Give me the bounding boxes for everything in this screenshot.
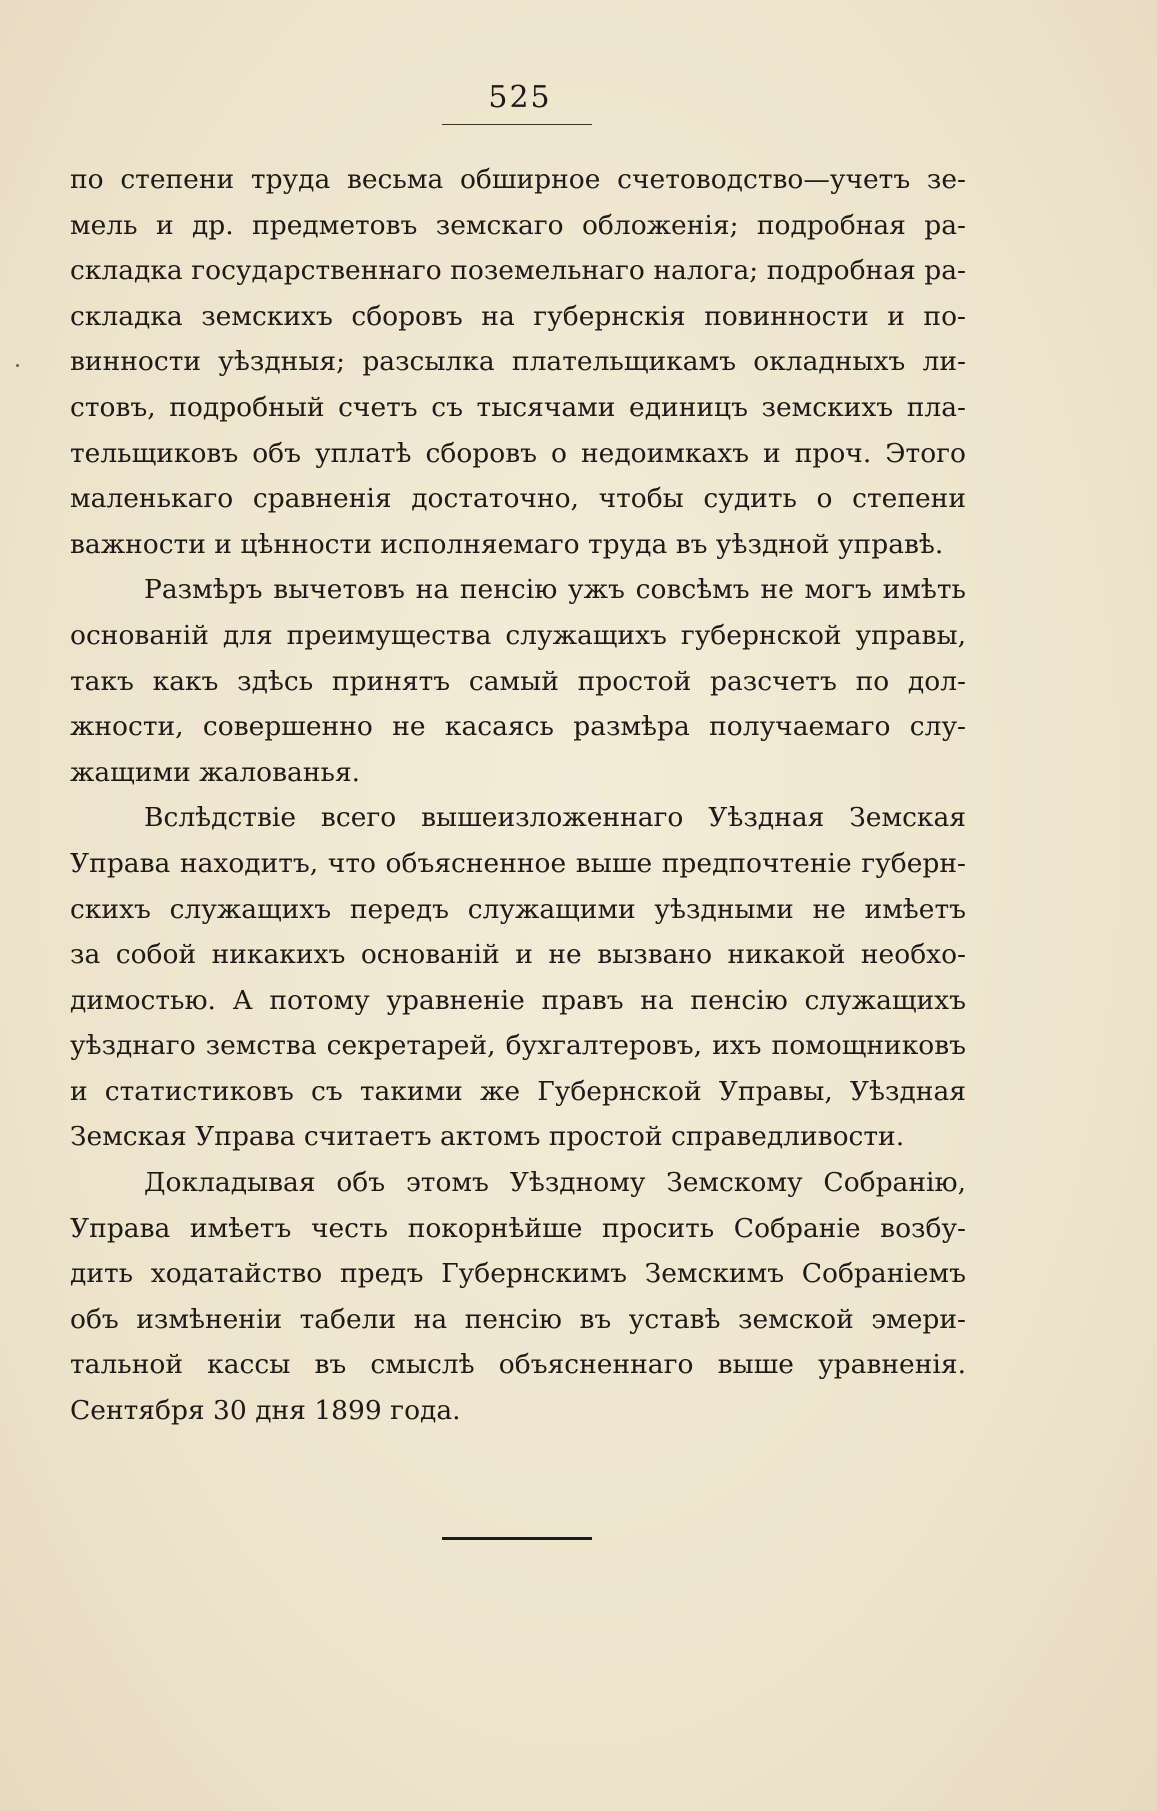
text-line: основаній для преимущества служащихъ губернской управы, (70, 619, 966, 651)
text-line: скихъ служащихъ передъ служащими уѣздными не имѣетъ (70, 893, 966, 925)
text-line: Земская Управа считаетъ актомъ простой справедливости. (70, 1121, 905, 1153)
text-line: Вслѣдствіе всего вышеизложеннаго Уѣздная Земская (144, 802, 966, 834)
text-line: складка государственнаго поземельнаго налога; подробная ра- (70, 255, 966, 287)
text-line: маленькаго сравненія достаточно, чтобы судить о степени (70, 483, 966, 515)
text-line: тельщиковъ объ уплатѣ сборовъ о недоимкахъ и проч. Этого (70, 437, 966, 469)
text-line: уѣзднаго земства секретарей, бухгалтеровъ, ихъ помощниковъ (70, 1030, 966, 1062)
text-line: складка земскихъ сборовъ на губернскія повинности и по- (70, 300, 966, 332)
text-line: дить ходатайство предъ Губернскимъ Земскимъ Собраніемъ (70, 1258, 966, 1290)
text-line: винности уѣздныя; разсылка плательщикамъ окладныхъ ли- (70, 346, 966, 378)
footer-rule (442, 1537, 592, 1540)
text-line: объ измѣненіи табели на пенсію въ уставѣ земской эмери- (70, 1303, 966, 1335)
text-line: за собой никакихъ основаній и не вызвано никакой необхо- (70, 939, 966, 971)
paragraph (70, 1160, 966, 1434)
paragraph (70, 157, 966, 567)
text-line: мель и др. предметовъ земскаго обложенія; подробная ра- (70, 209, 966, 241)
body-text (70, 157, 966, 1434)
text-line: Размѣръ вычетовъ на пенсію ужъ совсѣмъ не могъ имѣть (144, 574, 966, 606)
paragraph (70, 567, 966, 795)
page-number: 525 (488, 80, 552, 115)
text-line: Управа имѣетъ честь покорнѣйше просить Собраніе возбу- (70, 1212, 966, 1244)
text-line: Сентября 30 дня 1899 года. (70, 1395, 461, 1427)
text-line: по степени труда весьма обширное счетоводство—учетъ зе- (70, 164, 966, 195)
text-line: жащими жалованья. (70, 756, 361, 788)
text-line: Докладывая объ этомъ Уѣздному Земскому Собранію, (144, 1167, 966, 1199)
text-line: Управа находитъ, что объясненное выше предпочтеніе губерн- (70, 847, 966, 879)
text-line: такъ какъ здѣсь принятъ самый простой разсчетъ по дол- (70, 665, 966, 697)
text-line: жности, совершенно не касаясь размѣра получаемаго слу- (70, 711, 966, 743)
text-line: стовъ, подробный счетъ съ тысячами единицъ земскихъ пла- (70, 391, 966, 423)
text-line: димостью. А потому уравненіе правъ на пенсію служащихъ (70, 984, 966, 1016)
margin-mark (16, 364, 19, 367)
text-line: важности и цѣнности исполняемаго труда въ уѣздной управѣ. (70, 528, 944, 560)
text-line: и статистиковъ съ такими же Губернской Управы, Уѣздная (70, 1075, 966, 1107)
header-rule (442, 124, 592, 125)
paragraph (70, 795, 966, 1160)
text-line: тальной кассы въ смыслѣ объясненнаго выше уравненія. (70, 1349, 966, 1381)
